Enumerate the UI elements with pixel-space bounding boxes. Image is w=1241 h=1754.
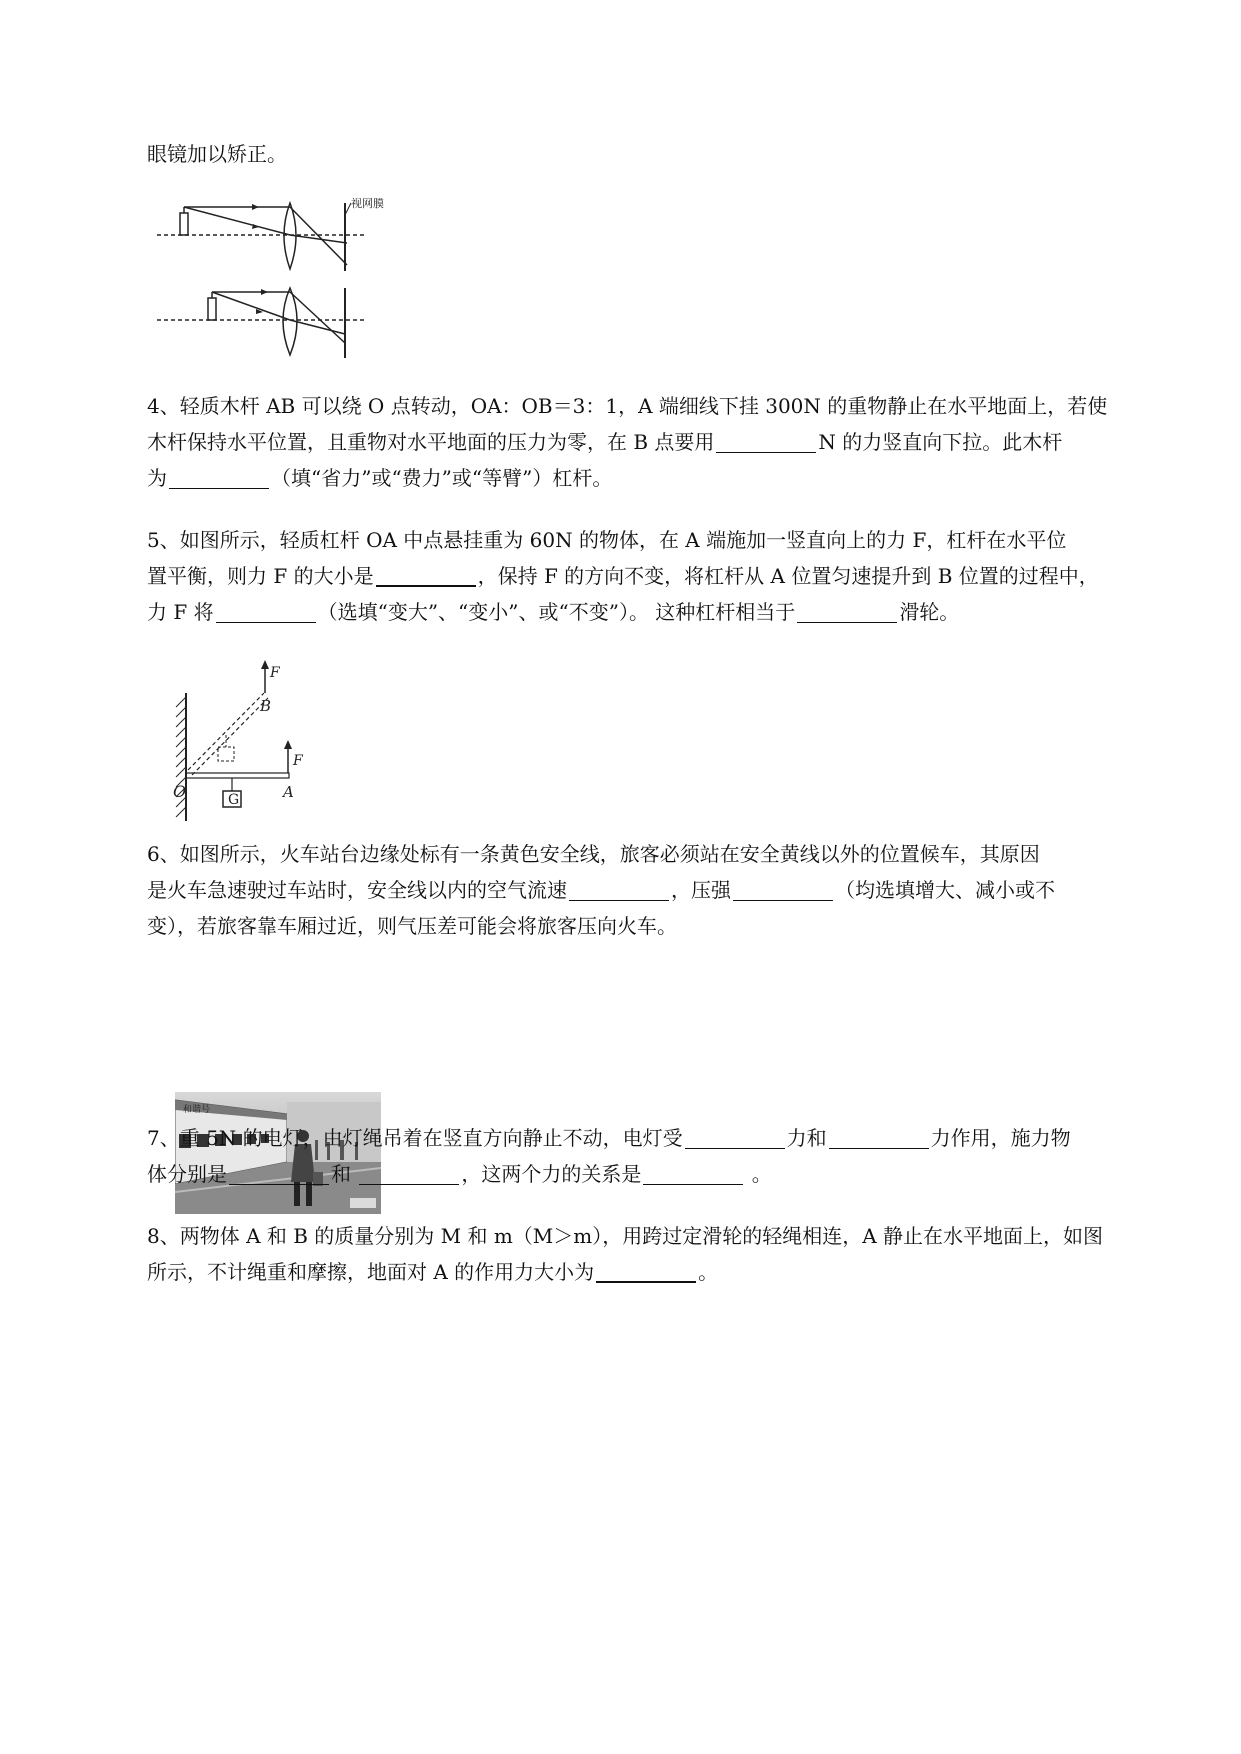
q7-blank-relation[interactable] [643, 1162, 743, 1185]
q4-text-2b: N 的力竖直向下拉。此木杆 [818, 430, 1063, 454]
q7-blank-source-1[interactable] [229, 1162, 329, 1185]
q5-blank-pulley[interactable] [797, 600, 897, 623]
q5-text-3a: 力 F 将 [147, 600, 214, 624]
q4-blank-lever-type[interactable] [169, 466, 269, 489]
q5-blank-force[interactable] [376, 563, 476, 587]
q6-text-2a: 是火车急速驶过车站时，安全线以内的空气流速 [147, 878, 567, 902]
q7-line-1 [147, 1120, 1147, 1156]
q7-text-1b: 力和 [786, 1126, 827, 1150]
q6-line-2 [147, 872, 1147, 908]
q7-text-1c: 力作用，施力物 [930, 1126, 1071, 1150]
q6-line-1: 6、如图所示，火车站台边缘处标有一条黄色安全线，旅客必须站在安全黄线以外的位置候车，其原因 [147, 842, 1040, 866]
q5-line-2 [147, 558, 1147, 594]
intro-text [147, 136, 1147, 172]
lever-label-b: B [260, 697, 272, 715]
question-6 [147, 836, 1147, 944]
q7-blank-force-1[interactable] [685, 1126, 785, 1149]
q5-text-3b: （选填“变大”、“变小”、或“不变”）。 这种杠杆相当于 [317, 600, 796, 624]
q8-text-2a: 所示，不计绳重和摩擦，地面对 A 的作用力大小为 [147, 1260, 595, 1284]
q4-text-3a: 为 [147, 466, 167, 490]
q6-line-3: 变），若旅客靠车厢过近，则气压差可能会将旅客压向火车。 [147, 914, 677, 938]
q7-blank-force-2[interactable] [829, 1126, 929, 1149]
question-4 [147, 388, 1147, 496]
q7-text-1a: 7、重 5N 的电灯，由灯绳吊着在竖直方向静止不动，电灯受 [147, 1126, 683, 1150]
lever-label-a: A [283, 783, 294, 801]
q8-blank-force[interactable] [596, 1259, 696, 1283]
q6-blank-flow-speed[interactable] [569, 878, 669, 901]
lever-diagram [168, 655, 358, 825]
q7-text-2d: 。 [745, 1162, 772, 1186]
q4-line-2 [147, 424, 1147, 460]
q8-line-2 [147, 1254, 1147, 1290]
q5-blank-change[interactable] [216, 600, 316, 623]
q7-blank-source-2[interactable] [359, 1162, 459, 1185]
q4-text-3b: （填“省力”或“费力”或“等臂”）杠杆。 [271, 466, 613, 490]
q8-line-1: 8、两物体 A 和 B 的质量分别为 M 和 m（M＞m），用跨过定滑轮的轻绳相连，A 静止在水平地面上，如图 [147, 1224, 1104, 1248]
q5-text-2a: 置平衡，则力 F 的大小是 [147, 564, 374, 588]
question-8 [147, 1218, 1147, 1290]
q5-line-3 [147, 594, 1147, 630]
svg-text:和谐号: 和谐号 [183, 1105, 211, 1115]
lever-label-f-right: F [293, 753, 303, 769]
q5-text-3c: 滑轮。 [899, 600, 960, 624]
q4-blank-force[interactable] [716, 430, 816, 453]
retina-label: 视网膜 [351, 197, 384, 210]
lever-label-o: O [173, 782, 187, 801]
q7-text-2c: ，这两个力的关系是 [461, 1162, 642, 1186]
intro-line: 眼镜加以矫正。 [147, 142, 287, 166]
question-7 [147, 1120, 1147, 1192]
q5-text-2b: ，保持 F 的方向不变，将杠杆从 A 位置匀速提升到 B 位置的过程中， [477, 564, 1099, 588]
q4-line-3 [147, 460, 1147, 496]
eye-lens-figure [155, 193, 415, 367]
q5-line-1: 5、如图所示，轻质杠杆 OA 中点悬挂重为 60N 的物体，在 A 端施加一竖直向上的力 F，杠杆在水平位 [147, 528, 1067, 552]
q4-text-2a: 木杆保持水平位置，且重物对水平地面的压力为零，在 B 点要用 [147, 430, 715, 454]
q7-text-2a: 体分别是 [147, 1162, 227, 1186]
lever-label-f-top: F [270, 665, 280, 681]
question-5 [147, 522, 1147, 630]
q6-text-2c: （均选填增大、减小或不 [835, 878, 1055, 902]
q6-text-2b: ，压强 [671, 878, 731, 902]
lever-figure [168, 655, 358, 829]
eye-lens-diagram [155, 193, 415, 363]
q4-line-1: 4、轻质木杆 AB 可以绕 O 点转动，OA：OB＝3：1，A 端细线下挂 300N 的重物静止在水平地面上，若使 [147, 394, 1108, 418]
q7-text-2b: 和 [331, 1162, 358, 1186]
q6-blank-pressure[interactable] [733, 878, 833, 901]
lever-label-g: G [228, 792, 240, 808]
q8-text-2b: 。 [698, 1260, 719, 1284]
q7-line-2 [147, 1156, 1147, 1192]
